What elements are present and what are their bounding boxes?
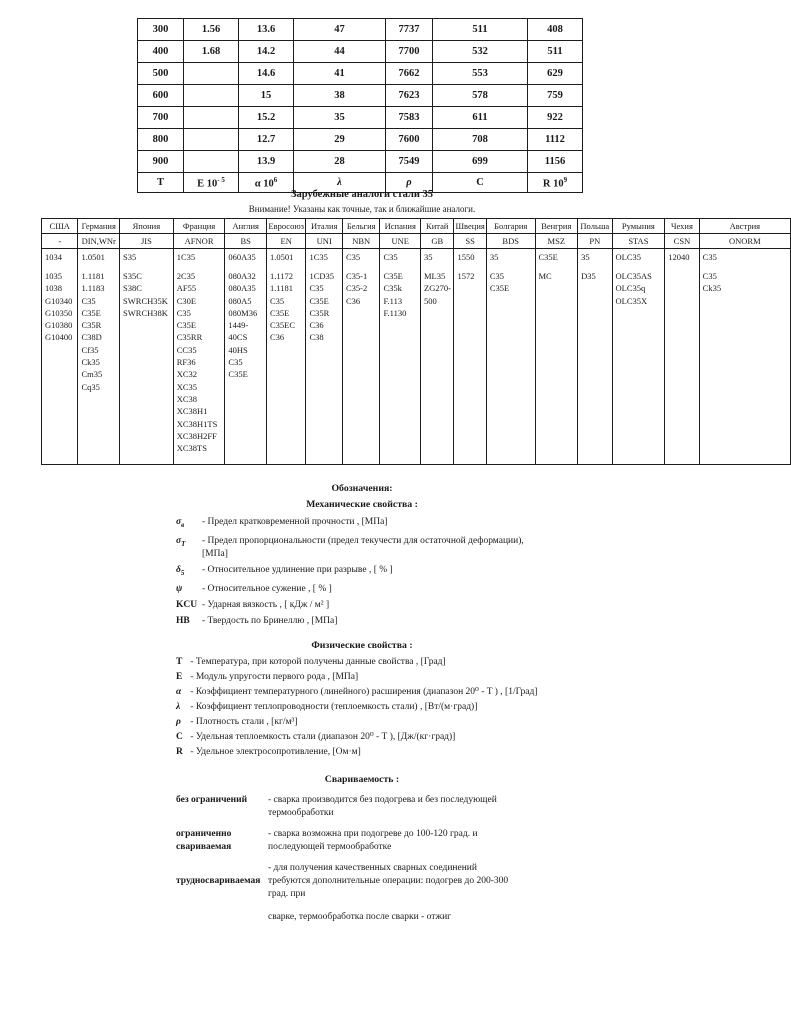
mechanical-properties-title: Механические свойства : (306, 499, 418, 510)
analog-grade: OLC35AS (615, 271, 652, 281)
analog-grade: S35 (123, 252, 137, 262)
analog-grade: Ck35 (702, 283, 722, 294)
standard-header: JIS (120, 234, 174, 249)
analogs-country-header-row (42, 219, 791, 234)
standard-header: DIN,WNr (78, 234, 120, 249)
analog-grade: 1034 (45, 252, 62, 262)
analog-grade: C35R (309, 307, 330, 318)
physical-table-cell: E $10^{- 5}$ (184, 173, 239, 193)
analog-grade: 080M36 (228, 307, 258, 318)
standard-header: STAS (612, 234, 665, 249)
weldability-title: Свариваемость : (324, 773, 400, 785)
property-symbol: $\sigma_Т$ (176, 535, 186, 548)
physical-table-cell: 408 (528, 19, 583, 41)
analog-grade: 35 (424, 252, 433, 262)
weldability-type-label: без ограничений (176, 794, 248, 805)
country-header: Болгария (486, 219, 535, 234)
analog-grade: G10380 (45, 320, 73, 331)
analog-grade: 1.1181 (269, 283, 294, 294)
country-header: США (42, 219, 78, 234)
mechanical-property-item (176, 615, 724, 628)
analog-grade: 1035 (45, 271, 62, 281)
physical-table-cell (184, 107, 239, 129)
analog-grades-cell (665, 249, 699, 465)
country-header: Бельгия (342, 219, 380, 234)
analog-grade: C35 (489, 271, 505, 281)
analog-grade: 060A35 (228, 252, 256, 262)
physical-table-row (138, 107, 583, 129)
physical-table-cell: 922 (528, 107, 583, 129)
property-symbol: ψ (176, 583, 183, 594)
physical-table-cell: 400 (138, 41, 184, 63)
mechanical-property-item (176, 583, 724, 596)
analog-grade: C35 (269, 295, 285, 306)
physical-table-cell: 800 (138, 129, 184, 151)
standard-header: MSZ (535, 234, 578, 249)
analog-grades-cell (42, 249, 78, 465)
analog-grade: 1550 (457, 252, 475, 262)
analog-grade: C38 (309, 332, 324, 343)
analog-grade: C35-1 (345, 271, 368, 281)
country-header: Чехия (665, 219, 699, 234)
standard-header: UNE (380, 234, 421, 249)
weldability-paragraph: сварке, термообработка после сварки - отжиг (268, 911, 452, 922)
analog-grade: C35R (81, 320, 102, 331)
analog-grade: Cm35 (81, 369, 103, 380)
physical-table-cell: 38 (294, 85, 386, 107)
analogs-table-wrap (41, 218, 761, 465)
weldability-item (176, 862, 724, 924)
country-header: Польша (578, 219, 612, 234)
country-header: Румыния (612, 219, 665, 234)
analog-grade: C35 (383, 252, 398, 262)
analog-grade: S35C (123, 271, 142, 281)
standard-header: GB (421, 234, 454, 249)
property-symbol: KCU (176, 599, 198, 610)
physical-table-cell: 700 (138, 107, 184, 129)
analog-grades-cell (578, 249, 612, 465)
analog-grade: C35E (81, 307, 101, 318)
property-description: - Модуль упругости первого рода , [МПа] (188, 671, 359, 682)
analog-grade: C35E (176, 320, 197, 331)
analog-grade: G10340 (45, 295, 73, 306)
physical-property-item (176, 701, 724, 714)
standard-header: PN (578, 234, 612, 249)
weldability-paragraph: - сварка производится без подогрева и без последующей термообработки (268, 794, 497, 818)
analog-grade: 1CD35 (309, 271, 335, 281)
physical-table-cell: 759 (528, 85, 583, 107)
physical-table-cell (184, 151, 239, 173)
analog-grade: RF36 (176, 357, 196, 368)
analogs-data-row (42, 249, 791, 465)
physical-table-cell: 7549 (386, 151, 433, 173)
analog-grade: C35E (269, 307, 290, 318)
analog-grades-cell (120, 249, 174, 465)
country-header: Англия (225, 219, 267, 234)
property-description: - Предел пропорциональности (предел текучести для остаточной деформации), [МПа] (202, 535, 524, 559)
weldability-description (268, 828, 520, 854)
mechanical-property-item (176, 599, 724, 612)
analog-grade: 1572 (457, 271, 475, 281)
weldability-description (268, 862, 520, 924)
analog-grade: 40CS (228, 332, 248, 343)
analog-grade: 1038 (45, 283, 62, 294)
analog-grade: 40HS (228, 344, 248, 355)
property-description: - Удельное электросопротивление, [Ом·м] (188, 746, 361, 757)
physical-table-row (138, 129, 583, 151)
analog-grade: G10400 (45, 332, 73, 343)
analog-grade: 35 (489, 252, 499, 262)
mechanical-properties-list (0, 516, 724, 628)
analog-grade: Cq35 (81, 381, 100, 392)
analog-grade: XC35 (176, 381, 198, 392)
physical-table-cell: 15 (239, 85, 294, 107)
physical-table-cell: 708 (433, 129, 528, 151)
analog-grade: C35EC (269, 320, 295, 331)
analog-grade: 1.1183 (81, 283, 105, 294)
analog-grade: C35 (81, 295, 96, 306)
physical-property-item (176, 746, 724, 759)
physical-table-cell: ρ (386, 173, 433, 193)
analog-grade: ML35 (424, 271, 446, 281)
analog-grade: Cf35 (81, 344, 99, 355)
analog-grade: XC38TS (176, 443, 207, 454)
analog-grade: 2C35 (176, 271, 196, 281)
physical-table-clipped-row (138, 19, 583, 41)
country-header: Испания (380, 219, 421, 234)
standard-header: - (42, 234, 78, 249)
physical-table-cell: 500 (138, 63, 184, 85)
analog-grade: C35 (309, 283, 324, 294)
analog-grade: G10350 (45, 307, 73, 318)
analog-grade: OLC35q (615, 283, 646, 294)
weldability-item (176, 794, 724, 820)
analog-grades-cell (699, 249, 790, 465)
physical-table-cell: 14.6 (239, 63, 294, 85)
physical-table-cell: 1.68 (184, 41, 239, 63)
physical-table-cell: 35 (294, 107, 386, 129)
analog-grade: 1C35 (176, 252, 196, 262)
analog-grades-cell (535, 249, 578, 465)
physical-table-cell: 7737 (386, 19, 433, 41)
standard-header: EN (266, 234, 306, 249)
weldability-paragraph: - сварка возможна при подогреве до 100-120 град. и последующей термообработке (268, 828, 478, 852)
analog-grade: C36 (345, 295, 361, 306)
weldability-list (0, 794, 724, 924)
property-symbol: λ (176, 701, 181, 712)
physical-property-item (176, 731, 724, 744)
weldability-paragraph: - для получения качественных сварных соединений требуются дополнительные операции: подогрев до 200-300 град. при (268, 862, 509, 899)
analog-grade: 1.1181 (81, 271, 105, 281)
weldability-description (268, 794, 520, 820)
analog-grade: 080A32 (228, 271, 256, 281)
analog-grades-cell (380, 249, 421, 465)
analog-grade: Ck35 (81, 357, 100, 368)
standard-header: AFNOR (173, 234, 225, 249)
physical-table-cell (184, 129, 239, 151)
analog-grades-cell (78, 249, 120, 465)
physical-table-cell: 7583 (386, 107, 433, 129)
analog-grade: C35 (176, 307, 191, 318)
physical-table-cell: T (138, 173, 184, 193)
country-header: Швеция (454, 219, 486, 234)
analog-grade: F.113 (383, 295, 403, 306)
analog-grades-cell (486, 249, 535, 465)
analog-grades-cell (173, 249, 225, 465)
analog-grades-cell (225, 249, 267, 465)
analog-grade: OLC35X (615, 295, 648, 306)
weldability-type-label: трудносвариваемая (176, 875, 261, 886)
analog-grade: 1449- (228, 320, 249, 331)
physical-property-item (176, 671, 724, 684)
analog-grades-cell (342, 249, 380, 465)
physical-table-cell: 629 (528, 63, 583, 85)
physical-properties-table-wrap (137, 24, 583, 193)
physical-table-cell: 15.2 (239, 107, 294, 129)
physical-table-cell: 13.9 (239, 151, 294, 173)
analog-grade: 1.0501 (81, 252, 105, 262)
analog-grade: C35-2 (345, 283, 368, 294)
physical-table-cell: 41 (294, 63, 386, 85)
standard-header: UNI (306, 234, 342, 249)
property-symbol: $\sigma_в$ (176, 517, 185, 529)
physical-table-cell: 7623 (386, 85, 433, 107)
mechanical-property-item (176, 564, 724, 580)
property-symbol: $\delta_5$ (176, 564, 185, 577)
weldability-item (176, 828, 724, 854)
property-symbol: α (176, 686, 182, 697)
physical-table-cell: α $10^6$ (239, 173, 294, 193)
analog-grade: 35 (581, 252, 590, 262)
property-description: - Коэффициент теплопроводности (теплоемкость стали) , [Вт/(м·град)] (188, 701, 478, 712)
physical-table-cell: 1156 (528, 151, 583, 173)
property-description: - Ударная вязкость , [ кДж / м² ] (202, 599, 330, 610)
analog-grade: C35 (345, 252, 361, 262)
analog-grade: D35 (581, 271, 596, 281)
property-description: - Температура, при которой получены данные свойства , [Град] (188, 656, 446, 667)
property-description: - Плотность стали , [кг/м³] (188, 716, 298, 727)
country-header: Япония (120, 219, 174, 234)
physical-table-cell: 29 (294, 129, 386, 151)
physical-table-cell: λ (294, 173, 386, 193)
physical-table-cell: 14.2 (239, 41, 294, 63)
property-symbol: R (176, 746, 183, 757)
analog-grade: XC38H2FF (176, 430, 217, 441)
analog-grade: C35RR (176, 332, 203, 343)
legend-title: Обозначения: (331, 483, 393, 494)
analog-grade: C35 (702, 252, 717, 262)
property-description: - Предел кратковременной прочности , [МПа] (202, 517, 388, 527)
analogs-table-notice: Внимание! Указаны как точные, так и ближайшие аналоги. (248, 204, 476, 214)
physical-properties-table (137, 18, 583, 193)
physical-table-cell: 1.56 (184, 19, 239, 41)
analog-grade: C35E (309, 295, 329, 306)
analog-grade: 1.0501 (269, 252, 294, 262)
physical-table-cell: 12.7 (239, 129, 294, 151)
physical-table-cell: 44 (294, 41, 386, 63)
mechanical-property-item (176, 535, 724, 561)
analog-grade: XC38H1 (176, 406, 208, 417)
physical-table-cell: 13.6 (239, 19, 294, 41)
analog-grade: OLC35 (615, 252, 642, 262)
analog-grades-cell (421, 249, 454, 465)
physical-table-cell: 7700 (386, 41, 433, 63)
physical-table-cell: 611 (433, 107, 528, 129)
property-description: - Относительное удлинение при разрыве , [ % ] (202, 564, 393, 575)
country-header: Венгрия (535, 219, 578, 234)
analog-grade: 080A5 (228, 295, 252, 306)
country-header: Евросоюз (266, 219, 306, 234)
analog-grades-cell (306, 249, 342, 465)
property-description: - Относительное сужение , [ % ] (202, 583, 332, 594)
physical-table-row (138, 85, 583, 107)
standard-header: CSN (665, 234, 699, 249)
analog-grade: C35E (538, 252, 558, 262)
analog-grade: XC38 (176, 393, 198, 404)
physical-properties-list (0, 656, 724, 759)
property-symbol: E (176, 671, 183, 682)
analog-grades-cell (266, 249, 306, 465)
analog-grades-cell (454, 249, 486, 465)
property-description: - Удельная теплоемкость стали (диапазон 20⁰ - Т ), [Дж/(кг·град)] (188, 731, 456, 742)
mechanical-property-item (176, 516, 724, 532)
physical-table-cell: 578 (433, 85, 528, 107)
property-description: - Твердость по Бринеллю , [МПа] (202, 615, 338, 626)
property-symbol: T (176, 656, 183, 667)
country-header: Франция (173, 219, 225, 234)
physical-table-cell: 7662 (386, 63, 433, 85)
property-symbol: НВ (176, 615, 190, 626)
country-header: Китай (421, 219, 454, 234)
standard-header: BDS (486, 234, 535, 249)
analog-grades-cell (612, 249, 665, 465)
physical-table-cell: 7600 (386, 129, 433, 151)
physical-properties-title: Физические свойства : (311, 639, 413, 651)
standard-header: SS (454, 234, 486, 249)
physical-table-cell (184, 63, 239, 85)
physical-property-item (176, 716, 724, 729)
physical-table-cell: C (433, 173, 528, 193)
analog-grade: S38C (123, 283, 142, 294)
analog-grade: MC (538, 271, 552, 281)
physical-property-item (176, 686, 724, 699)
analog-grade: C36 (309, 320, 324, 331)
analog-grade: C35E (228, 369, 248, 380)
country-header: Италия (306, 219, 342, 234)
analog-grade: XC32 (176, 369, 198, 380)
physical-table-row (138, 151, 583, 173)
analog-grade: C38D (81, 332, 102, 343)
analog-grade: AF55 (176, 283, 197, 294)
standard-header: NBN (342, 234, 380, 249)
analog-grade: 080A35 (228, 283, 256, 294)
analog-grade: ZG270- (424, 283, 451, 294)
analog-grade: SWRCH38K (123, 307, 168, 318)
analog-grade: C35 (702, 271, 717, 281)
physical-table-cell: 1112 (528, 129, 583, 151)
physical-table-cell: 900 (138, 151, 184, 173)
country-header: Германия (78, 219, 120, 234)
foreign-analogs-table (41, 218, 791, 465)
property-description: - Коэффициент температурного (линейного) расширения (диапазон 20⁰ - T ) , [1/Град] (188, 686, 538, 697)
analogs-table-title: Зарубежные аналоги стали 35 (290, 189, 434, 200)
analog-grade: 500 (424, 295, 437, 306)
physical-table-cell: R $10^9$ (528, 173, 583, 193)
physical-table-cell: 47 (294, 19, 386, 41)
physical-property-item (176, 656, 724, 669)
analog-grade: 12040 (668, 252, 690, 262)
physical-table-cell: 699 (433, 151, 528, 173)
physical-table-cell: 600 (138, 85, 184, 107)
analog-grade: CC35 (176, 344, 197, 355)
weldability-type-label: ограниченно свариваемая (176, 828, 232, 852)
physical-table-cell: 553 (433, 63, 528, 85)
analog-grade: SWRCH35K (123, 295, 168, 306)
country-header: Австрия (699, 219, 790, 234)
standard-header: ONORM (699, 234, 790, 249)
property-symbol: C (176, 731, 183, 742)
analog-grade: C35E (489, 283, 510, 294)
analog-grade: C36 (269, 332, 285, 343)
physical-table-cell: 28 (294, 151, 386, 173)
property-symbol: ρ (176, 716, 181, 727)
analog-grade: C35 (228, 357, 243, 368)
analog-grade: 1C35 (309, 252, 328, 262)
analogs-standard-header-row (42, 234, 791, 249)
analog-grade: C35E (383, 271, 403, 281)
analog-grade: 1.1172 (269, 271, 294, 281)
analog-grade: C35k (383, 283, 402, 294)
physical-table-row (138, 63, 583, 85)
analog-grade: C30E (176, 295, 197, 306)
physical-table-cell: 511 (433, 19, 528, 41)
analog-grade: XC38H1TS (176, 418, 218, 429)
standard-header: BS (225, 234, 267, 249)
physical-table-row (138, 41, 583, 63)
physical-table-cell (184, 85, 239, 107)
physical-table-cell: 532 (433, 41, 528, 63)
physical-table-cell: 511 (528, 41, 583, 63)
analog-grade: F.1130 (383, 307, 407, 318)
physical-table-cell: 300 (138, 19, 184, 41)
legend-section (0, 482, 724, 924)
